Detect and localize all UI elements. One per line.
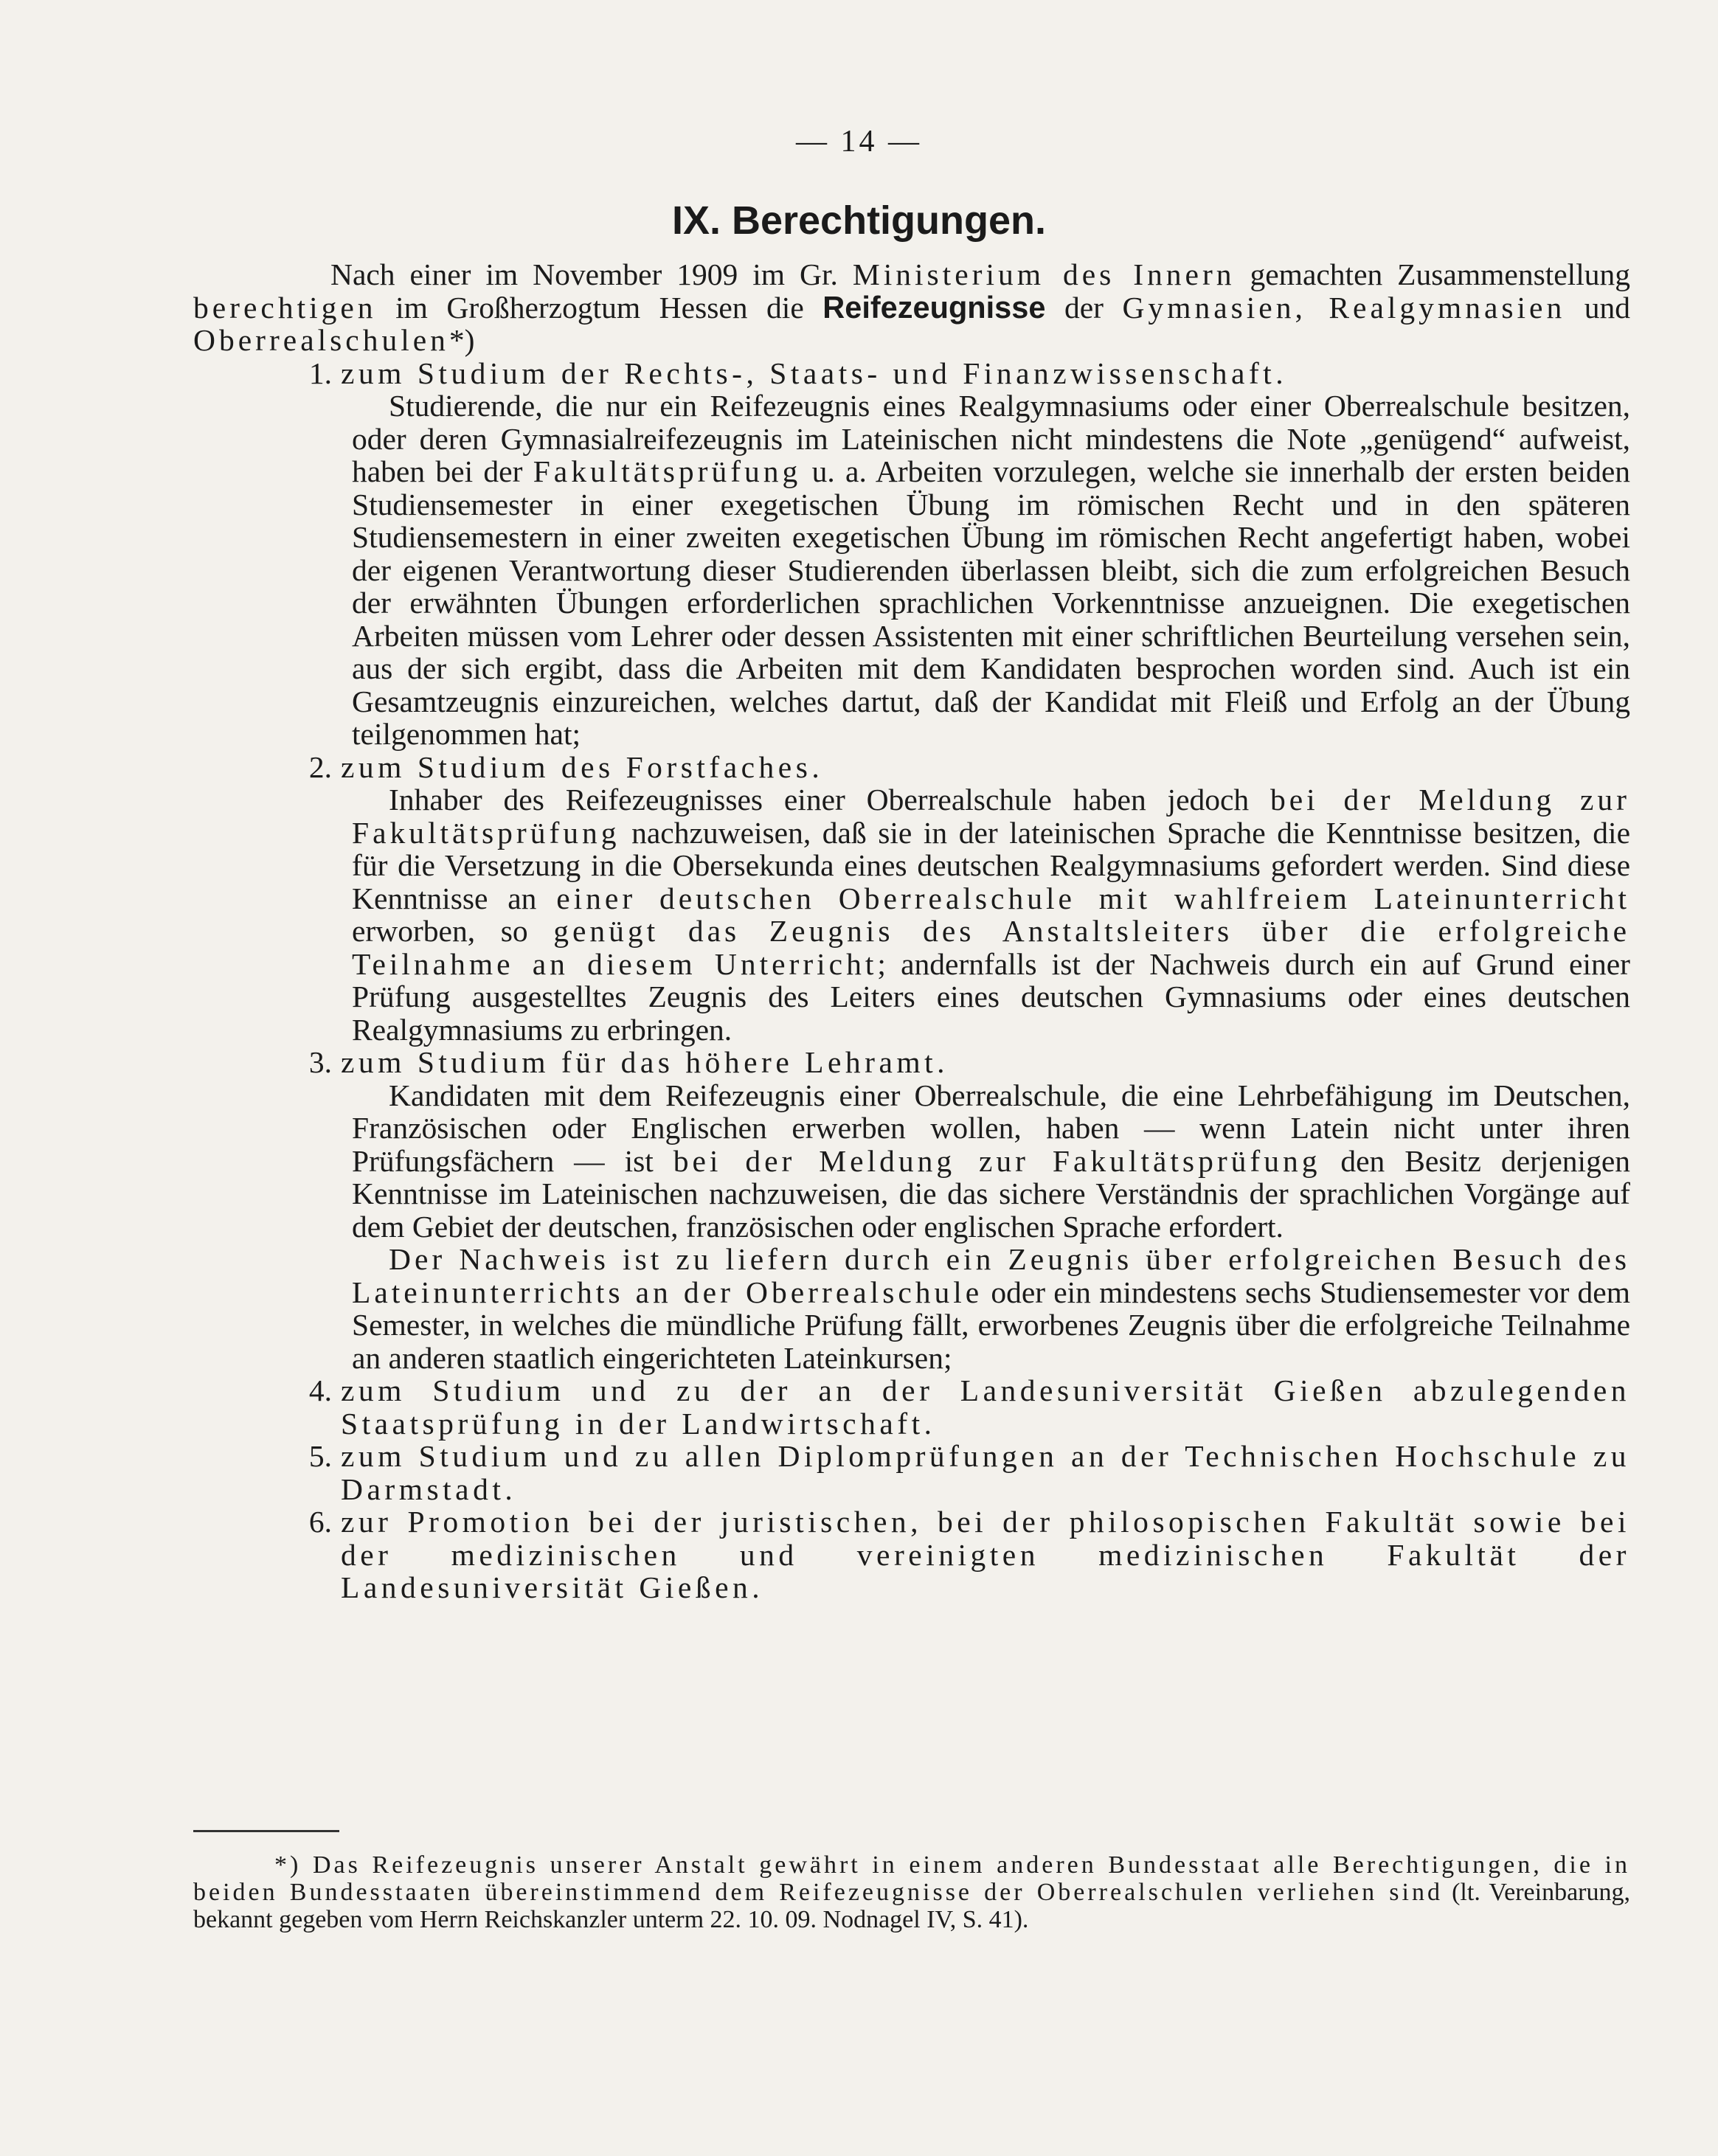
intro-paragraph xyxy=(193,258,1630,357)
item-number: 3. xyxy=(308,1045,332,1079)
footnote-spaced: *) Das Reifezeugnis unserer Anstalt gewährt in einem anderen Bundesstaat alle Berechtigungen, die in beiden Bundesstaaten übereinstimmend dem Reifezeugnisse der Oberrealschulen verliehen sind xyxy=(193,1851,1630,1906)
intro-bold-reifezeugnisse: Reifezeugnisse xyxy=(822,289,1046,325)
item-2-text-d: ; andernfalls ist der Nachweis durch ein auf Grund einer Prüfung ausgestelltes Zeugnis des Leiters eines deutschen Gymnasiums oder eines deutschen Realgymnasiums zu erbringen. xyxy=(352,946,1630,1047)
item-2-paragraph xyxy=(352,783,1630,1046)
item-3-paragraph-1 xyxy=(352,1079,1630,1244)
item-3-text-b: den Besitz derjenigen Kenntnisse im Lateinischen nachzuweisen, die das sichere Verständnis der sprachlichen Vorgänge auf dem Gebiet der deutschen, französischen oder englischen Sprache erfordert. xyxy=(352,1143,1630,1244)
item-2-spaced-2: einer deutschen Oberrealschule mit wahlfreiem Lateinunterricht xyxy=(556,881,1630,915)
item-3-text-a: Kandidaten mit dem Reifezeugnis einer Oberrealschule, die eine Lehrbefähigung im Deutschen, Französischen oder Englischen erwerben wollen, haben — wenn Latein nicht unter ihren Prüfungsfächern — ist xyxy=(352,1078,1630,1178)
item-2-text-b: nachzuweisen, daß sie in der lateinischen Sprache die Kenntnisse besitzen, die für die Versetzung in die Obersekunda eines deutschen Realgymnasiums gefordert werden. Sind diese Kenntnisse an xyxy=(352,815,1630,915)
list-item-5 xyxy=(193,1440,1630,1505)
intro-spaced-oberrealschulen: Oberrealschulen xyxy=(193,323,449,357)
item-title: zum Studium und zu allen Diplomprüfungen an der Technischen Hochschule zu Darmstadt. xyxy=(341,1439,1630,1506)
intro-text-5: und xyxy=(1565,290,1630,325)
item-title: zum Studium für das höhere Lehramt. xyxy=(341,1045,949,1079)
intro-spaced-gymnasien: Gymnasien, Realgymnasien xyxy=(1122,290,1566,325)
item-3-spaced-1: bei der Meldung zur Fakultätsprüfung xyxy=(673,1143,1321,1178)
item-title: zum Studium der Rechts-, Staats- und Finanzwissenschaft. xyxy=(341,356,1288,390)
item-title: zum Studium des Forstfaches. xyxy=(341,749,824,784)
item-1-block xyxy=(352,389,1630,751)
item-number: 1. xyxy=(308,356,332,390)
item-number: 2. xyxy=(308,749,332,784)
item-3-text-c: oder ein mindestens sechs Studiensemester vor dem Semester, in welches die mündliche Prüfung fällt, erworbenes Zeugnis über die erfolgreiche Teilnahme an anderen staatlich eingerichteten Lateinkursen; xyxy=(352,1275,1631,1375)
intro-text-1: Nach einer im November 1909 im Gr. xyxy=(330,257,853,291)
footnote xyxy=(193,1851,1630,1933)
list-item-2 xyxy=(193,751,1630,784)
intro-spaced-berechtigen: berechtigen xyxy=(193,290,377,325)
section-heading: IX. Berechtigungen. xyxy=(671,198,1047,243)
list-item-3 xyxy=(193,1046,1630,1079)
intro-text-2: gemachten Zusammenstellung xyxy=(1235,257,1630,291)
list-item-4 xyxy=(193,1374,1630,1440)
item-3-paragraph-2 xyxy=(352,1243,1630,1374)
item-number: 5. xyxy=(308,1439,332,1473)
page-number: — 14 — xyxy=(796,125,922,159)
item-1-text-a: Studierende, die nur ein Reifezeugnis eines Realgymnasiums oder einer Oberrealschule besitzen, oder deren Gymnasialreifezeugnis im Lateinischen nicht mindestens die Note „genügend“ aufweist, haben bei der xyxy=(352,389,1630,488)
item-2-text-c: erworben, so xyxy=(352,914,554,948)
item-2-spaced-1: bei der Meldung zur Fakultätsprüfung xyxy=(352,783,1630,850)
item-number: 6. xyxy=(308,1505,332,1539)
item-title: zur Promotion bei der juristischen, bei der philosopischen Fakultät sowie bei der medizinischen und vereinigten medizinischen Fakultät der Landesuniversität Gießen. xyxy=(341,1505,1630,1604)
item-1-paragraph xyxy=(352,389,1630,751)
item-3-spaced-2: Der Nachweis ist zu liefern durch ein Zeugnis über erfolgreichen Besuch des Lateinunterrichts an der Oberrealschule xyxy=(352,1242,1630,1309)
footnote-text xyxy=(193,1851,1630,1933)
footnote-rule xyxy=(193,1830,339,1832)
footnote-rest: (lt. Vereinbarung, bekannt gegeben vom Herrn Reichskanzler unterm 22. 10. 09. Nodnagel IV, S. 41). xyxy=(193,1879,1630,1933)
intro-text-4: der xyxy=(1045,290,1123,325)
list-item-6 xyxy=(193,1505,1630,1604)
list-item-1 xyxy=(193,357,1630,390)
item-2-text-a: Inhaber des Reifezeugnisses einer Oberrealschule haben jedoch xyxy=(389,783,1270,817)
item-title: zum Studium und zu der an der Landesuniversität Gießen abzulegenden Staatsprüfung in der Landwirtschaft. xyxy=(341,1373,1630,1441)
item-1-text-b: u. a. Arbeiten vorzulegen, welche sie innerhalb der ersten beiden Studiensemester in einer exegetischen Übung im römischen Recht und in den späteren Studiensemestern in einer zweiten exegetischen Übung im römischen Recht angefertigt haben, wobei der eigenen Verantwortung dieser Studierenden überlassen bleibt, sich die zum erfolgreichen Besuch der erwähnten Übungen erforderlichen sprachlichen Vorkenntnisse anzueignen. Die exegetischen Arbeiten müssen vom Lehrer oder dessen Assistenten mit einer schriftlichen Beurteilung versehen sein, aus der sich ergibt, dass die Arbeiten mit dem Kandidaten besprochen worden sind. Auch ist ein Gesamtzeugnis einzureichen, welches dartut, daß der Kandidat mit Fleiß und Erfolg an der Übung teilgenommen hat; xyxy=(352,454,1630,751)
intro-spaced-ministerium: Ministerium des Innern xyxy=(852,257,1236,291)
intro-text-3: im Großherzogtum Hessen die xyxy=(376,290,823,325)
item-number: 4. xyxy=(308,1373,332,1407)
item-1-spaced: Fakultätsprüfung xyxy=(533,454,802,488)
item-3-block xyxy=(352,1079,1630,1375)
item-2-spaced-3: genügt das Zeugnis des Anstaltsleiters über die erfolgreiche Teilnahme an diesem Unterricht xyxy=(352,914,1630,981)
item-2-block xyxy=(352,783,1630,1046)
intro-footnote-mark: *) xyxy=(448,323,475,357)
body-text xyxy=(193,258,1630,1604)
